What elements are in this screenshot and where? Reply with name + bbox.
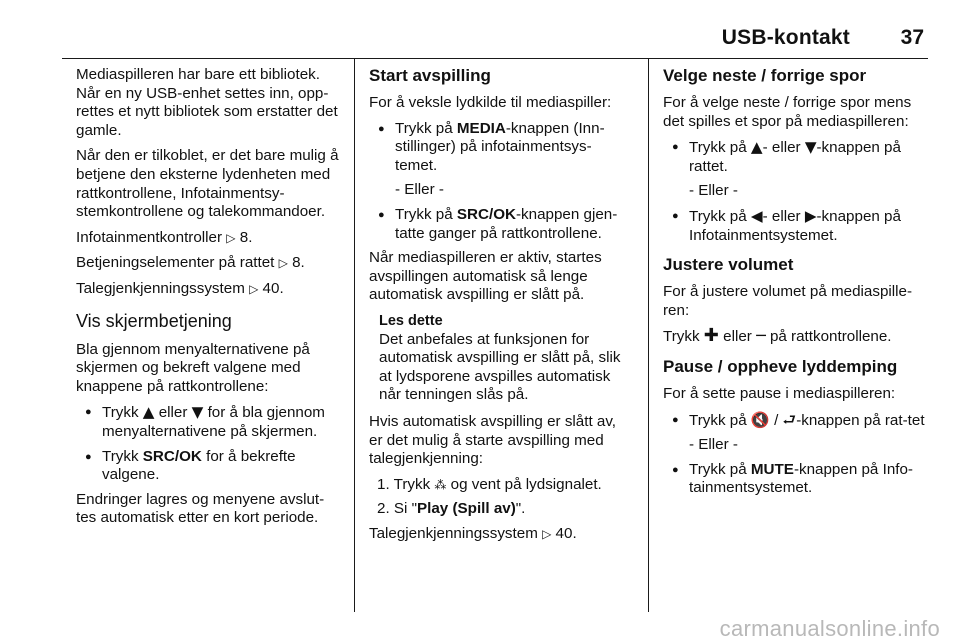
section-heading-track: Velge neste / forrige spor (663, 66, 867, 85)
reference-page: 40. (262, 279, 284, 297)
cross-reference-voice[interactable] (369, 525, 633, 544)
paragraph-volume-buttons: Trykk ✚ eller ─ på rattkontrollene. (663, 325, 892, 347)
arrow-down-icon: ▼ (804, 138, 817, 157)
section-heading-start: Start avspilling (369, 66, 491, 85)
paragraph-switch-source: For å veksle lydkilde til mediaspiller: (369, 94, 612, 111)
section-heading-volume: Justere volumet (663, 255, 794, 275)
column-middle (369, 66, 633, 550)
page-number: 37 (900, 26, 924, 49)
step-list (369, 476, 633, 519)
note-text: Det anbefales at funksjonen for automatisk avspilling er slått på, slik at lydsporene avspilles automatisk når tenningen slås på. (379, 330, 621, 404)
arrow-right-icon: ▶ (804, 206, 817, 225)
paragraph-browse: Bla gjennom menyalternativene på skjermen og bekreft valgene med knappene på rattkontrollene: (76, 340, 310, 395)
cross-reference-infotainment[interactable] (76, 229, 344, 248)
reference-page: 40. (555, 524, 577, 542)
list-item: 1. Trykk ⁂ og vent på lydsignalet. (377, 475, 602, 493)
voice-command-icon: ⁂ (434, 477, 447, 492)
section-heading-pause: Pause / oppheve lyddemping (663, 356, 898, 376)
paragraph-volume: For å justere volumet på mediaspille-ren: (663, 283, 913, 319)
list-item: ● Trykk på SRC/OK-knappen gjen-tatte ganger på rattkontrollene. (369, 206, 633, 243)
arrow-up-icon: ▲ (750, 138, 763, 157)
plus-icon: ✚ (703, 325, 719, 347)
page-reference-icon: ▷ (226, 230, 236, 245)
arrow-down-icon: ▼ (191, 403, 204, 422)
paragraph-library: Mediaspilleren har bare ett bibliotek. Når en ny USB-enhet settes inn, opp-rettes et nytt bibliotek som erstatter det gamle. (76, 66, 338, 139)
or-separator: - Eller - (689, 182, 738, 200)
or-separator: - Eller - (395, 181, 444, 199)
column-left (76, 66, 344, 535)
reference-text: Talegjenkjenningssystem (76, 279, 245, 297)
watermark: carmanualsonline.info (719, 616, 940, 641)
column-divider-right (648, 58, 649, 612)
note-title: Les dette (379, 312, 443, 329)
page-reference-icon: ▷ (278, 256, 288, 271)
reference-text: Infotainmentkontroller (76, 228, 223, 246)
paragraph-pause: For å sette pause i mediaspilleren: (663, 384, 896, 402)
list-item: ● Trykk ▲ eller ▼ for å bla gjennom menyalternativene på skjermen. (76, 403, 344, 441)
note-box (379, 312, 633, 405)
page-title: USB-kontakt (721, 26, 850, 49)
mute-icon: 🔇 (750, 410, 770, 429)
or-separator: - Eller - (689, 436, 738, 454)
paragraph-track: For å velge neste / forrige spor mens det spilles et spor på mediaspilleren: (663, 94, 912, 130)
minus-icon: ─ (756, 326, 766, 346)
page-header (62, 24, 928, 59)
page-reference-icon: ▷ (249, 281, 259, 296)
list-item: ● Trykk SRC/OK for å bekrefte valgene. (76, 448, 344, 485)
bullet-list (369, 120, 633, 244)
paragraph-changes: Endringer lagres og menyene avslut-tes automatisk etter en kort periode. (76, 490, 325, 527)
reference-page: 8. (292, 254, 305, 272)
back-icon: ⮐ (782, 410, 797, 429)
cross-reference-steering[interactable] (76, 254, 344, 273)
column-right (663, 66, 929, 504)
bullet-list (663, 411, 929, 498)
page-reference-icon: ▷ (542, 526, 552, 541)
reference-text: Talegjenkjenningssystem (369, 524, 538, 542)
list-item: ● Trykk på ◀- eller ▶-knappen på Infotainmentsystemet. (663, 207, 929, 245)
arrow-left-icon: ◀ (750, 206, 763, 225)
bullet-list (663, 138, 929, 245)
bullet-list (76, 403, 344, 484)
list-item: ● Trykk på 🔇 / ⮐-knappen på rat-tet - Eller - (663, 411, 929, 455)
list-item: 2. Si "Play (Spill av)". (377, 500, 526, 518)
column-divider-left (354, 58, 355, 612)
reference-page: 8. (239, 228, 253, 246)
paragraph-voice-start: Hvis automatisk avspilling er slått av, er det mulig å starte avspilling med talegjenkjenning: (369, 412, 617, 468)
list-item: ● Trykk på MEDIA-knappen (Inn-stillinger) på infotainmentsys-temet. - Eller - (369, 120, 633, 200)
paragraph-connected: Når den er tilkoblet, er det bare mulig å betjene den eksterne lydenheten med rattkontrollene, Infotainmentsy-stemkontrollene og talekommandoer. (76, 147, 339, 221)
section-heading-display: Vis skjermbetjening (76, 310, 232, 331)
arrow-up-icon: ▲ (142, 403, 155, 422)
cross-reference-voice[interactable] (76, 280, 344, 299)
reference-text: Betjeningselementer på rattet (76, 254, 275, 272)
list-item: ● Trykk på MUTE-knappen på Info-tainmentsystemet. (663, 461, 929, 498)
list-item: ● Trykk på ▲- eller ▼-knappen på rattet. - Eller - (663, 138, 929, 201)
paragraph-autoplay: Når mediaspilleren er aktiv, startes avspillingen automatisk så lenge automatisk avspilling er slått på. (369, 249, 602, 304)
